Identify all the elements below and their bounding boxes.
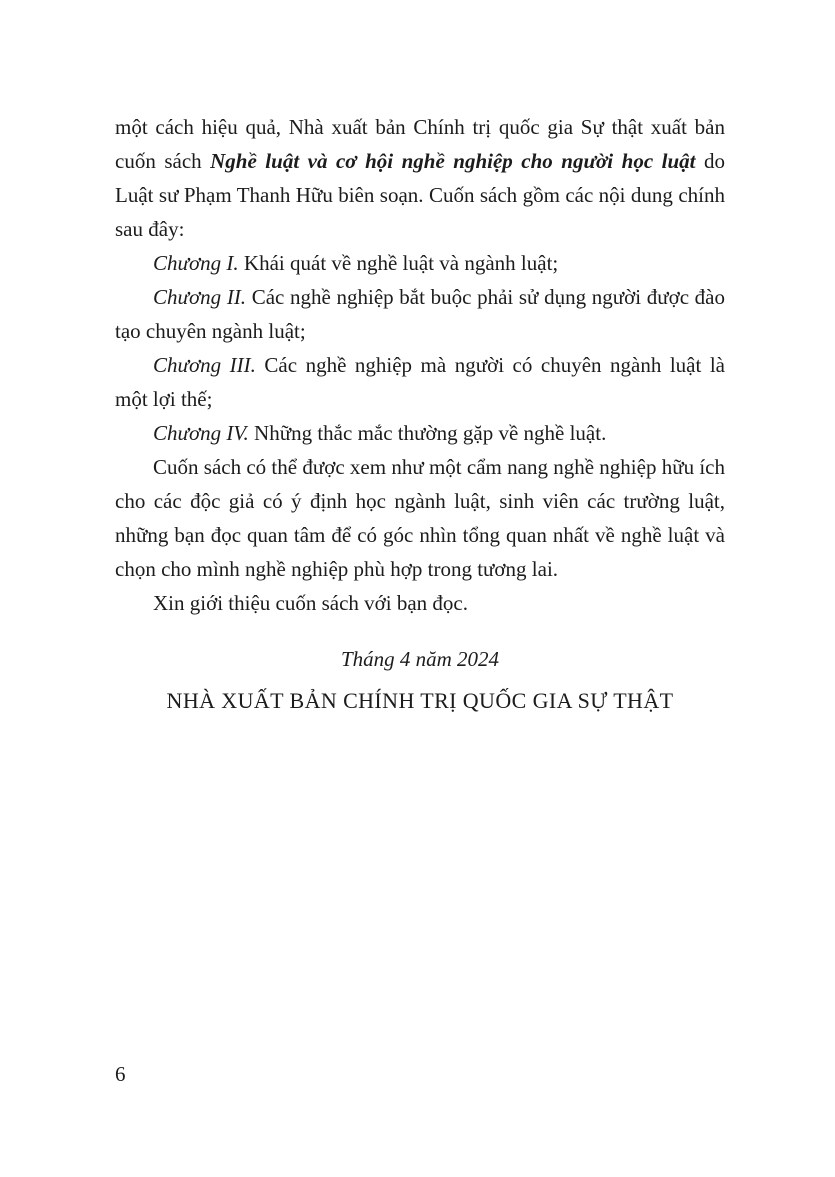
paragraph-summary: Cuốn sách có thể được xem như một cẩm nang nghề nghiệp hữu ích cho các độc giả có ý định học ngành luật, sinh viên các trường luật, những bạn đọc quan tâm để có góc nhìn tổng quan nhất về nghề luật và chọn cho mình nghề nghiệp phù hợp trong tương lai. (115, 455, 725, 581)
chapter-line-2 (115, 280, 725, 348)
text-block (115, 110, 725, 718)
paragraph-intro (115, 110, 725, 246)
intro-text-before: một cách hiệu quả, Nhà xuất bản Chính trị quốc gia Sự thật xuất bản cuốn sách (115, 115, 725, 173)
chapter-line-1 (115, 246, 725, 280)
date-line: Tháng 4 năm 2024 (340, 647, 500, 671)
chapter-line-3 (115, 348, 725, 416)
paragraph-closing: Xin giới thiệu cuốn sách với bạn đọc. (153, 591, 468, 615)
chapter-4-label: Chương IV. (153, 421, 249, 445)
publisher-name: NHÀ XUẤT BẢN CHÍNH TRỊ QUỐC GIA SỰ THẬT (166, 688, 674, 713)
chapter-3-label: Chương III. (153, 353, 256, 377)
chapter-3-text: Các nghề nghiệp mà người có chuyên ngành luật là một lợi thế; (115, 353, 725, 411)
chapter-2-label: Chương II. (153, 285, 247, 309)
chapter-1-label: Chương I. (153, 251, 239, 275)
chapter-1-text: Khái quát về nghề luật và ngành luật; (238, 251, 559, 275)
intro-text-after: do Luật sư Phạm Thanh Hữu biên soạn. Cuốn sách gồm các nội dung chính sau đây: (115, 149, 726, 241)
chapter-2-text: Các nghề nghiệp bắt buộc phải sử dụng người được đào tạo chuyên ngành luật; (115, 285, 725, 343)
chapter-4-text: Những thắc mắc thường gặp về nghề luật. (248, 421, 607, 445)
book-title: Nghề luật và cơ hội nghề nghiệp cho người học luật (210, 149, 696, 173)
page-number: 6 (115, 1062, 126, 1086)
chapter-line-4 (115, 416, 725, 450)
